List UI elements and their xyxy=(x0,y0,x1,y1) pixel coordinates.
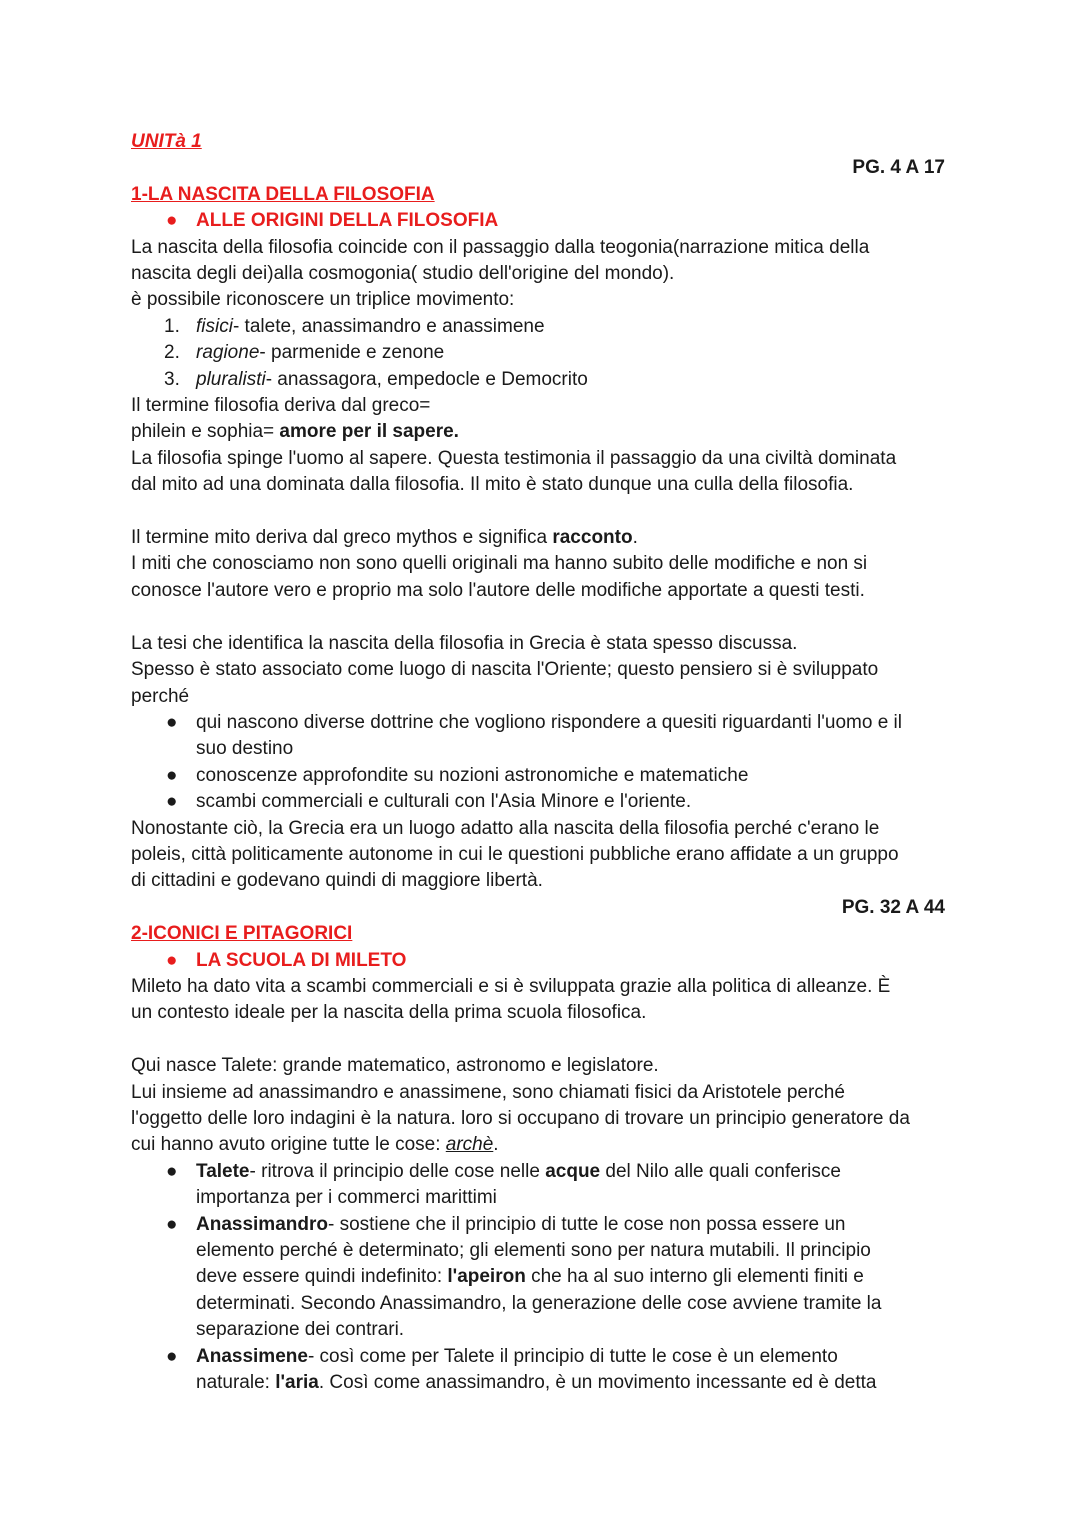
bullet-icon: ● xyxy=(166,1345,178,1367)
section-subtitle-1 xyxy=(131,208,951,234)
subtitle-text: ALLE ORIGINI DELLA FILOSOFIA xyxy=(196,210,499,232)
bullet-text: determinati. Secondo Anassimandro, la generazione delle cose avviene tramite la xyxy=(196,1292,882,1314)
bold-text: l'apeiron xyxy=(447,1266,526,1288)
bullet-icon: ● xyxy=(166,1213,178,1235)
paragraph-line: Nonostante ciò, la Grecia era un luogo adatto alla nascita della filosofia perché c'erano le xyxy=(131,817,880,839)
inline-text: del Nilo alle quali conferisce xyxy=(600,1160,841,1182)
bullet-icon: ● xyxy=(166,764,178,786)
bullet-text: suo destino xyxy=(196,738,294,760)
bullet-text: separazione dei contrari. xyxy=(196,1319,405,1341)
list-term: pluralisti xyxy=(196,368,266,390)
term-arche: archè xyxy=(445,1134,494,1156)
inline-text: - così come per Talete il principio di tutte le cose è un elemento xyxy=(307,1345,838,1367)
bullet-text: qui nascono diverse dottrine che vogliono rispondere a quesiti riguardanti l'uomo e il xyxy=(196,711,902,733)
spacer xyxy=(131,604,951,630)
bold-text: racconto xyxy=(552,527,633,549)
paragraph-line: perché xyxy=(131,685,190,707)
paragraph-line xyxy=(131,1132,951,1158)
page-range-1: PG. 4 A 17 xyxy=(852,157,945,179)
bullet-text: importanza per i commerci marittimi xyxy=(196,1187,497,1209)
paragraph-line: conosce l'autore vero e proprio ma solo l'autore delle modifiche apportate a questi testi. xyxy=(131,579,865,601)
paragraph-line: Lui insieme ad anassimandro e anassimene, sono chiamati fisici da Aristotele perché xyxy=(131,1081,845,1103)
bullet-icon: ● xyxy=(166,711,178,733)
section-subtitle-2 xyxy=(131,948,951,974)
bold-text: amore per il sapere. xyxy=(279,421,459,443)
document-content xyxy=(131,129,951,1396)
paragraph-line: l'oggetto delle loro indagini è la natura. loro si occupano di trovare un principio generatore da xyxy=(131,1107,910,1129)
paragraph-line: La tesi che identifica la nascita della filosofia in Grecia è stata spesso discussa. xyxy=(131,632,798,654)
paragraph-line xyxy=(131,419,951,445)
paragraph-line: poleis, città politicamente autonome in cui le questioni pubbliche erano affidate a un gruppo xyxy=(131,843,899,865)
bullet-text xyxy=(196,1344,951,1370)
list-text: - parmenide e zenone xyxy=(259,342,445,364)
inline-text: philein e sophia= xyxy=(131,421,280,443)
paragraph-line xyxy=(131,525,951,551)
bold-text: Anassimandro xyxy=(196,1213,328,1235)
section-title-1: 1-LA NASCITA DELLA FILOSOFIA xyxy=(131,183,435,205)
paragraph-line: Mileto ha dato vita a scambi commerciali e si è sviluppata grazie alla politica di alleanze. È xyxy=(131,975,891,997)
inline-text: naturale: xyxy=(196,1372,276,1394)
paragraph-line: I miti che conosciamo non sono quelli originali ma hanno subito delle modifiche e non si xyxy=(131,553,868,575)
list-text: - talete, anassimandro e anassimene xyxy=(232,315,545,337)
list-number: 3. xyxy=(164,368,180,390)
bullet-item xyxy=(131,710,951,763)
list-item xyxy=(131,367,951,393)
bold-text: Talete xyxy=(196,1160,250,1182)
bullet-icon: ● xyxy=(166,210,178,232)
bold-text: acque xyxy=(545,1160,601,1182)
bullet-text xyxy=(196,1159,951,1185)
list-item xyxy=(131,314,951,340)
bullet-item-anassimene xyxy=(131,1344,951,1397)
list-item xyxy=(131,340,951,366)
list-number: 1. xyxy=(164,315,180,337)
list-text: - anassagora, empedocle e Democrito xyxy=(265,368,588,390)
bullet-text: conoscenze approfondite su nozioni astronomiche e matematiche xyxy=(196,764,749,786)
page-range-2: PG. 32 A 44 xyxy=(841,896,945,918)
bullet-item xyxy=(131,789,951,815)
paragraph-line: La filosofia spinge l'uomo al sapere. Questa testimonia il passaggio da una civiltà dominata xyxy=(131,447,897,469)
list-term: fisici xyxy=(196,315,233,337)
subtitle-text: LA SCUOLA DI MILETO xyxy=(196,949,407,971)
paragraph-line: un contesto ideale per la nascita della prima scuola filosofica. xyxy=(131,1002,647,1024)
inline-text: cui hanno avuto origine tutte le cose: xyxy=(131,1134,446,1156)
paragraph-line: Qui nasce Talete: grande matematico, astronomo e legislatore. xyxy=(131,1055,659,1077)
bullet-text: scambi commerciali e culturali con l'Asia Minore e l'oriente. xyxy=(196,791,692,813)
paragraph-line: La nascita della filosofia coincide con il passaggio dalla teogonia(narrazione mitica della xyxy=(131,236,870,258)
bullet-icon: ● xyxy=(166,791,178,813)
paragraph-line: dal mito ad una dominata dalla filosofia. Il mito è stato dunque una culla della filosofia. xyxy=(131,474,854,496)
bullet-text xyxy=(196,1370,951,1396)
inline-text: deve essere quindi indefinito: xyxy=(196,1266,448,1288)
list-number: 2. xyxy=(164,342,180,364)
inline-text: - ritrova il principio delle cose nelle xyxy=(249,1160,546,1182)
bullet-text xyxy=(196,1212,951,1238)
paragraph-line: è possibile riconoscere un triplice movimento: xyxy=(131,289,515,311)
spacer xyxy=(131,499,951,525)
bold-text: Anassimene xyxy=(196,1345,308,1367)
paragraph-line: Il termine filosofia deriva dal greco= xyxy=(131,395,431,417)
bullet-text xyxy=(196,1264,951,1290)
spacer xyxy=(131,1027,951,1053)
bullet-item-talete xyxy=(131,1159,951,1212)
bullet-icon: ● xyxy=(166,949,178,971)
bullet-item-anassimandro xyxy=(131,1212,951,1344)
bold-text: l'aria xyxy=(275,1372,319,1394)
section-title-2: 2-ICONICI E PITAGORICI xyxy=(131,923,353,945)
paragraph-line: nascita degli dei)alla cosmogonia( studio dell'origine del mondo). xyxy=(131,263,675,285)
inline-text: Il termine mito deriva dal greco mythos e significa xyxy=(131,527,553,549)
inline-text: che ha al suo interno gli elementi finiti e xyxy=(525,1266,864,1288)
bullet-item xyxy=(131,763,951,789)
unit-title: UNITà 1 xyxy=(131,131,202,152)
inline-text: . xyxy=(493,1134,499,1156)
paragraph-line: di cittadini e godevano quindi di maggiore libertà. xyxy=(131,870,543,892)
inline-text: - sostiene che il principio di tutte le cose non possa essere un xyxy=(327,1213,846,1235)
inline-text: . xyxy=(632,527,638,549)
paragraph-line: Spesso è stato associato come luogo di nascita l'Oriente; questo pensiero si è sviluppato xyxy=(131,659,879,681)
list-term: ragione xyxy=(196,342,260,364)
bullet-icon: ● xyxy=(166,1160,178,1182)
inline-text: . Così come anassimandro, è un movimento incessante ed è detta xyxy=(318,1372,877,1394)
bullet-text: elemento perché è determinato; gli elementi sono per natura mutabili. Il principio xyxy=(196,1240,871,1262)
